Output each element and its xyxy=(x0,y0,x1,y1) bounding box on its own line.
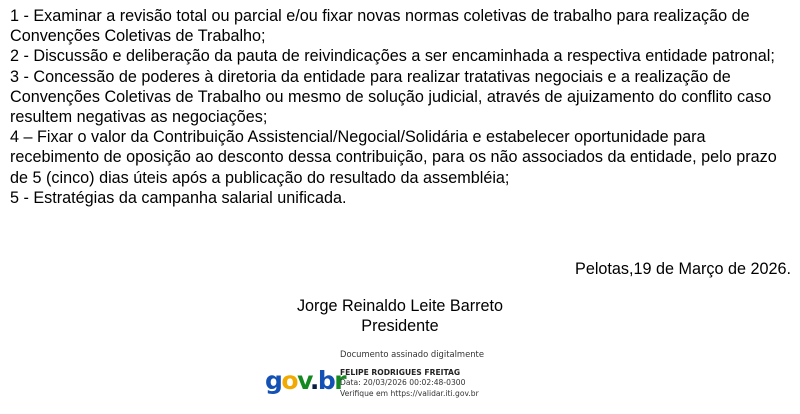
stamp-details xyxy=(340,368,479,399)
govbr-logo xyxy=(264,363,346,397)
logo-letter-v: v xyxy=(297,366,310,395)
signatory-role: Presidente xyxy=(361,317,439,335)
stamp-caption: Documento assinado digitalmente xyxy=(340,349,484,359)
signatory-name: Jorge Reinaldo Leite Barreto xyxy=(296,297,504,315)
logo-dot: . xyxy=(309,366,318,395)
stamp-signer: FELIPE RODRIGUES FREITAG xyxy=(340,368,461,377)
stamp-verify-link: Verifique em https://validar.iti.gov.br xyxy=(340,388,479,398)
agenda-item-3: 3 - Concessão de poderes à diretoria da entidade para realizar tratativas negociais e a realização de Convenções Coletivas de Trabalho ou mesmo de solução judicial, através de ajuizamento do conflito caso resultem negativas as negociações; xyxy=(10,67,772,127)
agenda-item-2: 2 - Discussão e deliberação da pauta de reivindicações a ser encaminhada a respectiva entidade patronal; xyxy=(10,47,775,66)
svg-text:gov.br xyxy=(265,366,347,395)
logo-letter-o: o xyxy=(281,366,298,395)
place-and-date: Pelotas,19 de Março de 2026. xyxy=(575,260,791,278)
agenda-item-5: 5 - Estratégias da campanha salarial unificada. xyxy=(10,188,347,207)
agenda-item-4: 4 – Fixar o valor da Contribuição Assistencial/Negocial/Solidária e estabelecer oportunidade para recebimento de oposição ao desconto dessa contribuição, para os não associados da entidade, pelo prazo de 5 (cinco) dias úteis após a publicação do resultado da assembléia; xyxy=(10,128,777,187)
stamp-date: Data: 20/03/2026 00:02:48-0300 xyxy=(340,378,466,388)
logo-letter-r: r xyxy=(334,366,346,395)
agenda-item-1: 1 - Examinar a revisão total ou parcial e/ou fixar novas normas coletivas de trabalho para realização de Convenções Coletivas de Trabalho; xyxy=(10,7,750,46)
logo-letter-b: b xyxy=(317,366,335,395)
logo-letter-g: g xyxy=(265,366,282,395)
digital-signature-stamp xyxy=(264,349,564,409)
agenda-list xyxy=(10,6,798,208)
